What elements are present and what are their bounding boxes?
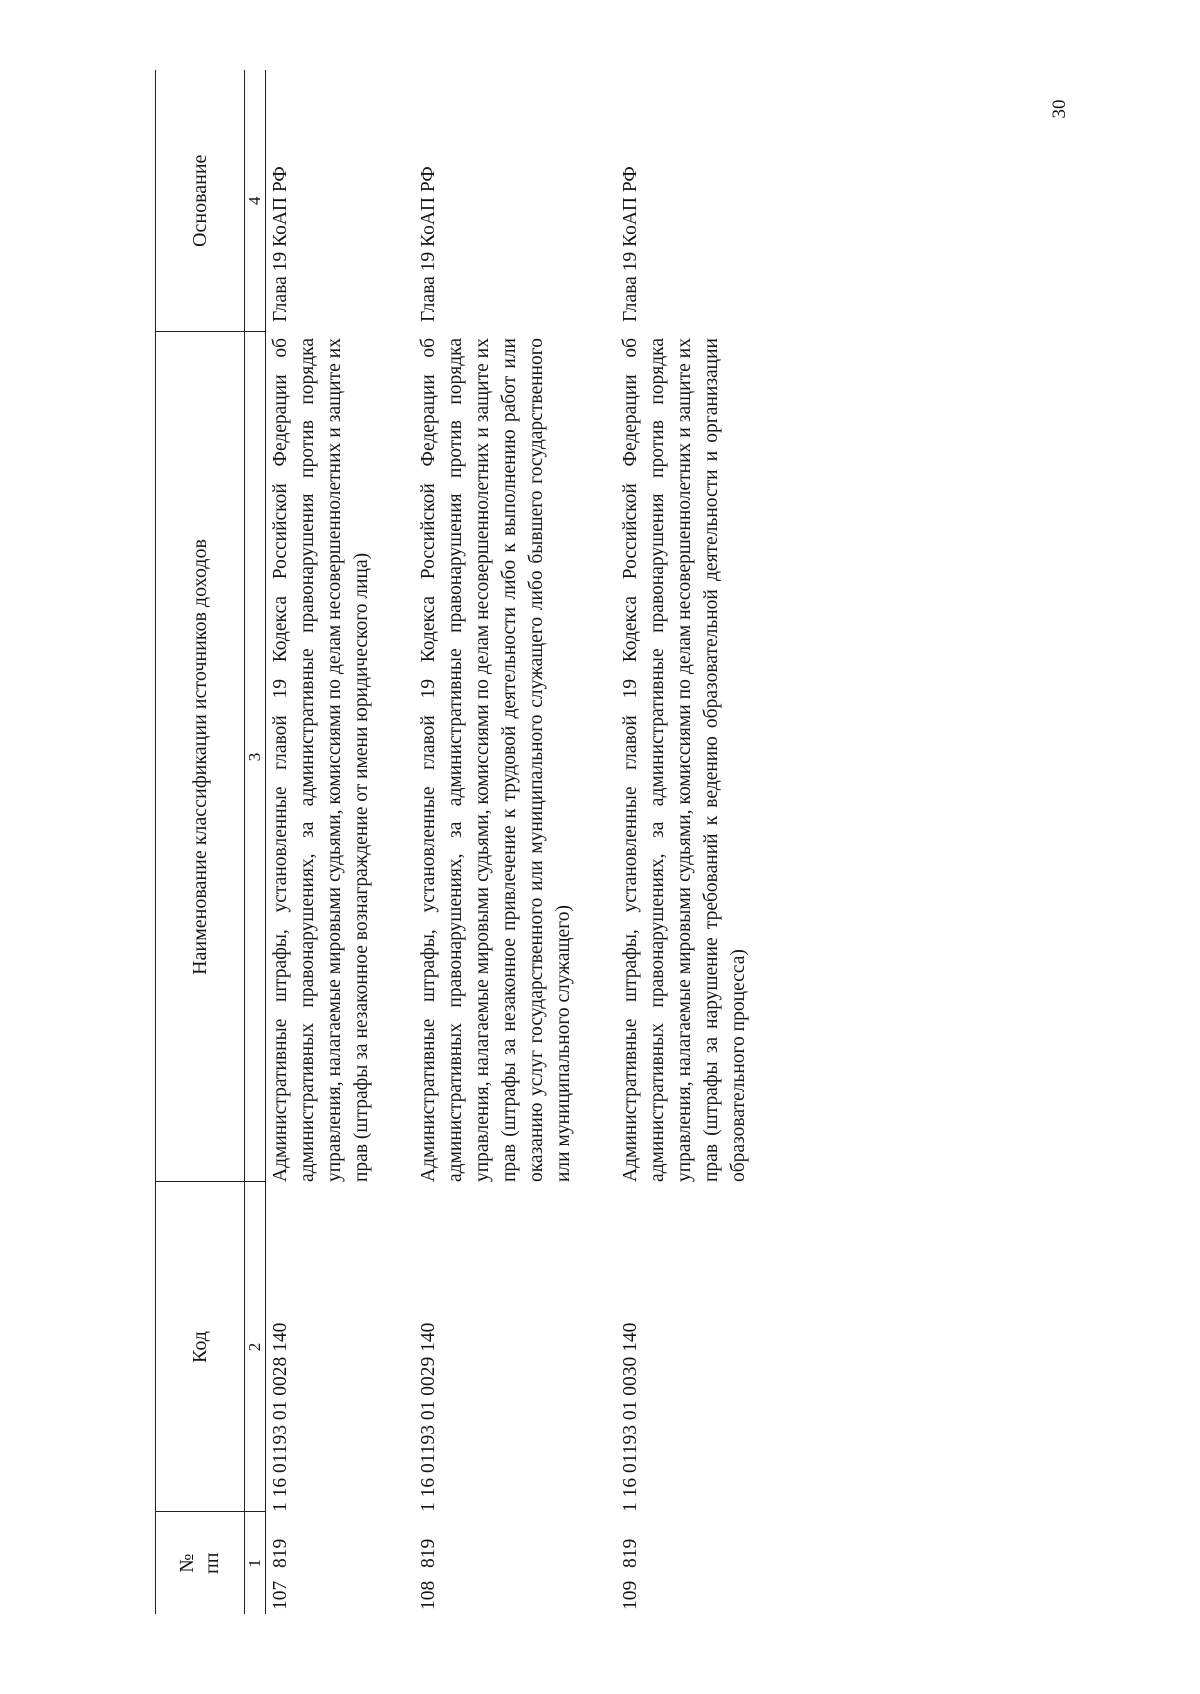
legal-basis: Глава 19 КоАП РФ [620, 166, 641, 322]
row-num-admin-cell [617, 1512, 792, 1614]
header-basis: Основание [156, 70, 245, 332]
header-code: Код [156, 1182, 245, 1512]
revenue-code: 1 16 01193 01 0028 140 [270, 1322, 291, 1512]
revenue-classification-table-wrap [155, 70, 792, 1614]
header-name: Наименование классификации источников доходов [156, 332, 245, 1182]
legal-basis: Глава 19 КоАП РФ [418, 166, 439, 322]
row-num-admin-cell [266, 1512, 416, 1614]
table-row [266, 70, 416, 1614]
column-number: 2 [245, 1182, 266, 1512]
legal-basis: Глава 19 КоАП РФ [270, 166, 291, 322]
table-row [617, 70, 792, 1614]
header-num [156, 1512, 245, 1614]
revenue-name: Административные штрафы, установленные главой 19 Кодекса Российской Федерации об административных правонарушениях, за административные правонарушения против порядка управления, налагаемые мировыми судьями, комиссиями по делам несовершеннолетних и защите их прав (штрафы за незаконное вознаграждение от имени юридического лица) [270, 338, 372, 1182]
table-row [415, 70, 617, 1614]
revenue-code: 1 16 01193 01 0029 140 [418, 1322, 439, 1512]
row-num-admin-cell [415, 1512, 617, 1614]
row-number: 109 [620, 1580, 641, 1610]
admin-code: 819 [620, 1538, 641, 1568]
column-number: 3 [245, 332, 266, 1182]
revenue-code: 1 16 01193 01 0030 140 [620, 1322, 641, 1512]
column-number: 1 [245, 1512, 266, 1614]
header-num-line1: № [176, 1553, 198, 1573]
revenue-classification-table [155, 70, 792, 1614]
admin-code: 819 [418, 1538, 439, 1568]
row-number: 108 [418, 1580, 439, 1610]
revenue-name: Административные штрафы, установленные главой 19 Кодекса Российской Федерации об административных правонарушениях, за административные правонарушения против порядка управления, налагаемые мировыми судьями, комиссиями по делам несовершеннолетних и защите их прав (штрафы за незаконное привлечение к трудовой деятельности либо к выполнению работ или оказанию услуг государственного или муниципального служащего либо бывшего государственного или муниципального служащего) [418, 338, 574, 1182]
admin-code: 819 [270, 1538, 291, 1568]
header-num-line2: пп [201, 1552, 223, 1574]
table-header-row [156, 70, 245, 1614]
row-number: 107 [270, 1580, 291, 1610]
revenue-name: Административные штрафы, установленные главой 19 Кодекса Российской Федерации об административных правонарушениях, за административные правонарушения против порядка управления, налагаемые мировыми судьями, комиссиями по делам несовершеннолетних и защите их прав (штрафы за нарушение требований к ведению образовательной деятельности и организации образовательного процесса) [620, 338, 749, 1182]
page-number: 30 [1049, 99, 1070, 119]
column-number: 4 [245, 70, 266, 332]
column-number-row [245, 70, 266, 1614]
